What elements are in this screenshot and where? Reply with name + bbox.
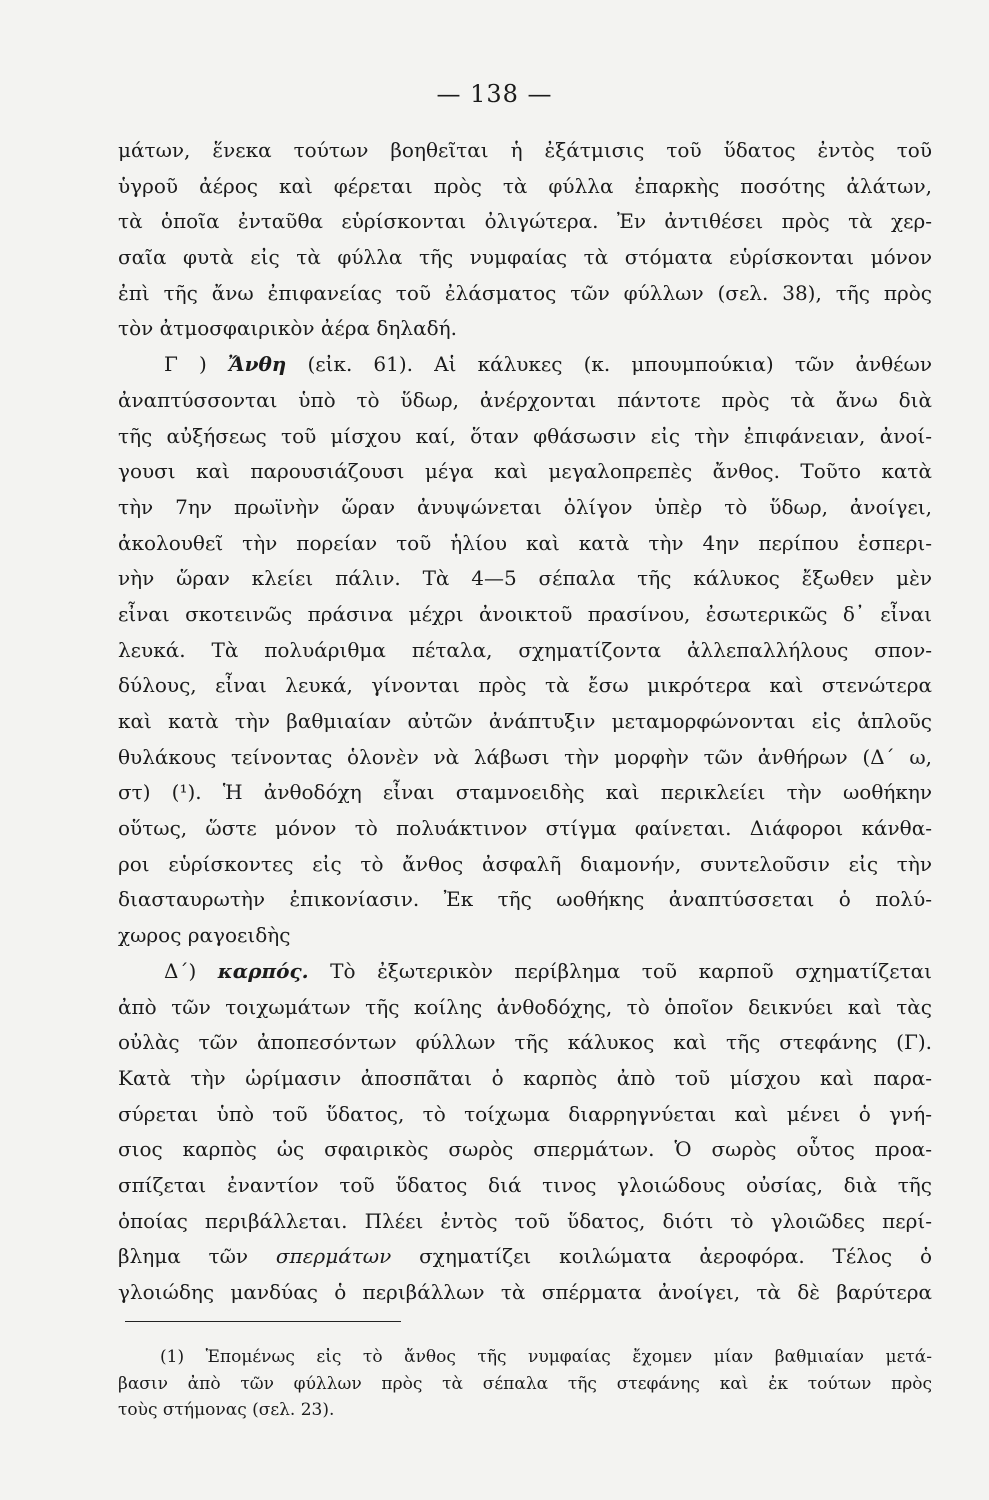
text-line: νὴν ὥραν κλείει πάλιν. Τὰ 4—5 σέπαλα τῆς κάλυκος ἔξωθεν μὲν [118, 566, 932, 591]
text-line: ὑγροῦ ἀέρος καὶ φέρεται πρὸς τὰ φύλλα ἐπαρκὴς ποσότης ἀλάτων, [118, 173, 932, 198]
footnote-line: βασιν ἀπὸ τῶν φύλλων πρὸς τὰ σέπαλα τῆς στεφάνης καὶ ἐκ τούτων πρὸς [118, 1373, 932, 1394]
text-line: ροι εὑρίσκοντες εἰς τὸ ἄνθος ἀσφαλῆ διαμονήν, συντελοῦσιν εἰς τὴν [118, 851, 932, 876]
text-line: στ) (¹). Ἡ ἀνθοδόχη εἶναι σταμνοειδὴς καὶ περικλείει τὴν ωοθήκην [118, 780, 932, 805]
text-line-rest: σχηματίζει κοιλώματα ἀεροφόρα. Τέλος ὁ [419, 1244, 932, 1269]
section-label: Δ΄) [164, 958, 197, 983]
text-line-fruit-heading [118, 954, 932, 990]
footnote-line: (1) Ἑπομένως εἰς τὸ ἄνθος τῆς νυμφαίας ἔχομεν μίαν βαθμιαίαν μετά- [160, 1347, 932, 1367]
section-heading-fruit: καρπός. [217, 958, 309, 983]
text-line: γουσι καὶ παρουσιάζουσι μέγα καὶ μεγαλοπρεπὲς ἄνθος. Τοῦτο κατὰ [118, 459, 932, 484]
section-heading-flowers: Ἄνθη [227, 352, 287, 377]
text-line: ἀπὸ τῶν τοιχωμάτων τῆς κοίλης ἀνθοδόχης, τὸ ὁποῖον δεικνύει καὶ τὰς [118, 994, 932, 1019]
text-line: θυλάκους τείνοντας ὁλονὲν νὰ λάβωσι τὴν μορφὴν τῶν ἀνθήρων (Δ΄ ω, [118, 744, 932, 769]
text-line: σύρεται ὑπὸ τοῦ ὕδατος, τὸ τοίχωμα διαρρηγνύεται καὶ μένει ὁ γνή- [118, 1101, 932, 1126]
text-line: ἀναπτύσσονται ὑπὸ τὸ ὕδωρ, ἀνέρχονται πάντοτε πρὸς τὰ ἄνω διὰ [118, 387, 932, 412]
footnote [118, 1344, 932, 1424]
section-label: Γ ) [164, 352, 207, 377]
text-line: σπίζεται ἐναντίον τοῦ ὕδατος διά τινος γλοιώδους οὐσίας, διὰ τῆς [118, 1172, 932, 1197]
text-line-flowers-heading [118, 347, 932, 383]
text-line: μάτων, ἕνεκα τούτων βοηθεῖται ἡ ἐξάτμισις τοῦ ὕδατος ἐντὸς τοῦ [118, 138, 932, 162]
text-line-start: βλημα τῶν [118, 1244, 249, 1269]
text-line: ἀκολουθεῖ τὴν πορείαν τοῦ ἡλίου καὶ κατὰ τὴν 4ην περίπου ἑσπερι- [118, 530, 932, 555]
text-line: γλοιώδης μανδύας ὁ περιβάλλων τὰ σπέρματα ἀνοίγει, τὰ δὲ βαρύτερα [118, 1280, 932, 1304]
body-text [118, 133, 932, 1311]
text-line: τῆς αὐξήσεως τοῦ μίσχου καί, ὅταν φθάσωσιν εἰς τὴν ἐπιφάνειαν, ἀνοί- [118, 423, 932, 448]
footnote-line: τοὺς στήμονας (σελ. 23). [118, 1400, 335, 1420]
text-line: χωρος ραγοειδὴς [118, 923, 291, 948]
text-line-rest: Τὸ ἐξωτερικὸν περίβλημα τοῦ καρποῦ σχηματίζεται [330, 958, 932, 983]
footnote-divider [125, 1321, 401, 1322]
text-line: δύλους, εἶναι λευκά, γίνονται πρὸς τὰ ἔσω μικρότερα καὶ στενώτερα [118, 673, 932, 698]
text-line-rest: (εἰκ. 61). Αἱ κάλυκες (κ. μπουμπούκια) τῶν ἀνθέων [307, 352, 932, 377]
text-line: εἶναι σκοτεινῶς πράσινα μέχρι ἀνοικτοῦ πρασίνου, ἐσωτερικῶς δ᾽ εἶναι [118, 601, 932, 626]
text-line: σιος καρπὸς ὡς σφαιρικὸς σωρὸς σπερμάτων. Ὁ σωρὸς οὗτος προα- [118, 1137, 932, 1162]
text-line: τὴν 7ην πρωϊνὴν ὥραν ἀνυψώνεται ὀλίγον ὑπὲρ τὸ ὕδωρ, ἀνοίγει, [118, 494, 932, 519]
text-line: τὸν ἀτμοσφαιρικὸν ἀέρα δηλαδή. [118, 316, 457, 341]
page-number: — 138 — [436, 80, 553, 108]
text-line: λευκά. Τὰ πολυάριθμα πέταλα, σχηματίζοντα ἀλλεπαλλήλους σπον- [118, 637, 932, 662]
text-line: Κατὰ τὴν ὡρίμασιν ἀποσπᾶται ὁ καρπὸς ἀπὸ τοῦ μίσχου καὶ παρα- [118, 1065, 932, 1090]
text-line: καὶ κατὰ τὴν βαθμιαίαν αὐτῶν ἀνάπτυξιν μεταμορφώνονται εἰς ἁπλοῦς [118, 709, 932, 733]
text-line: ἐπὶ τῆς ἄνω ἐπιφανείας τοῦ ἐλάσματος τῶν φύλλων (σελ. 38), τῆς πρὸς [118, 280, 932, 305]
italic-term: σπερμάτων [275, 1244, 392, 1269]
text-line: διασταυρωτὴν ἐπικονίασιν. Ἐκ τῆς ωοθήκης ἀναπτύσσεται ὁ πολύ- [118, 887, 932, 912]
text-line: τὰ ὁποῖα ἐνταῦθα εὑρίσκονται ὀλιγώτερα. Ἐν ἀντιθέσει πρὸς τὰ χερ- [118, 209, 932, 234]
text-line: σαῖα φυτὰ εἰς τὰ φύλλα τῆς νυμφαίας τὰ στόματα εὑρίσκονται μόνον [118, 245, 932, 270]
text-line: ὁποίας περιβάλλεται. Πλέει ἐντὸς τοῦ ὕδατος, διότι τὸ γλοιῶδες περί- [118, 1208, 932, 1233]
text-line: οὕτως, ὥστε μόνον τὸ πολυάκτινον στίγμα φαίνεται. Διάφοροι κάνθα- [118, 816, 932, 841]
text-line: οὐλὰς τῶν ἀποπεσόντων φύλλων τῆς κάλυκος καὶ τῆς στεφάνης (Γ). [118, 1030, 932, 1055]
text-line-with-italic [118, 1239, 932, 1275]
